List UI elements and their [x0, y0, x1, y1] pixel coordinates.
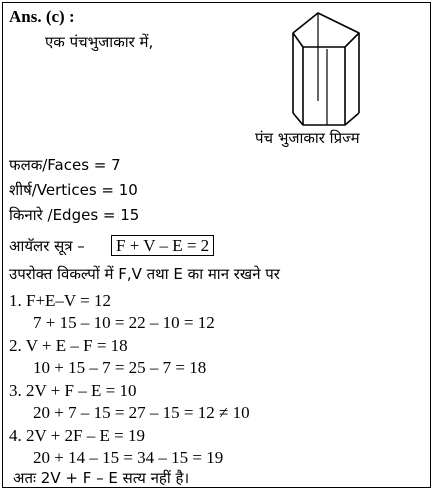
option-4-expr: 4. 2V + 2F – E = 19: [9, 426, 145, 445]
vertices-line: शीर्ष/Vertices = 10: [9, 181, 138, 199]
substitution-note: उपरोक्त विकल्पों में F,V तथा E का मान रखने पर: [9, 265, 280, 283]
option-1-expr: 1. F+E–V = 12: [9, 291, 111, 310]
pentagonal-prism-icon: [273, 9, 383, 137]
option-4-calc: 20 + 14 – 15 = 34 – 15 = 19: [33, 448, 224, 467]
faces-line: फलक/Faces = 7: [9, 156, 121, 174]
option-3-calc: 20 + 7 – 15 = 27 – 15 = 12 ≠ 10: [33, 403, 250, 422]
answer-card: [2, 2, 431, 488]
conclusion-text: अतः 2V + F – E सत्य नहीं है।: [13, 469, 190, 487]
edges-line: किनारे /Edges = 15: [9, 206, 140, 224]
option-1-calc: 7 + 15 – 10 = 22 – 10 = 12: [33, 313, 215, 332]
option-2-expr: 2. V + E – F = 18: [9, 336, 128, 355]
euler-formula-box: F + V – E = 2: [111, 235, 214, 256]
figure-caption: पंच भुजाकार प्रिज्म: [255, 129, 360, 147]
answer-label: Ans. (c) :: [9, 7, 75, 26]
option-2-calc: 10 + 15 – 7 = 25 – 7 = 18: [33, 358, 207, 377]
intro-text: एक पंचभुजाकार में,: [45, 33, 154, 51]
option-3-expr: 3. 2V + F – E = 10: [9, 381, 137, 400]
euler-label: आयॅलर सूत्र –: [9, 237, 85, 255]
